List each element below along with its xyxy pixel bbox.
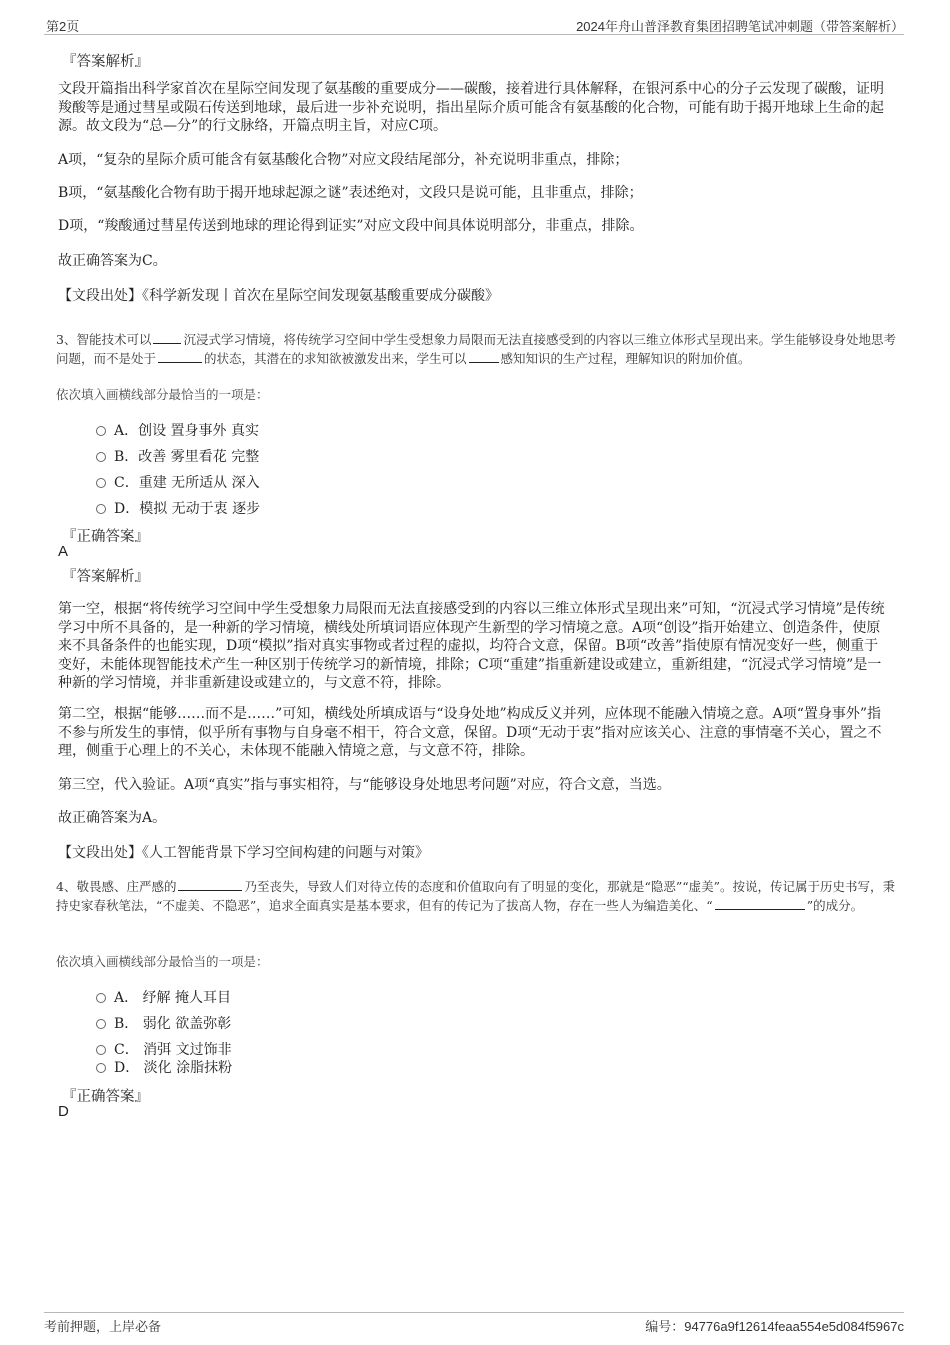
q4-option-b[interactable] <box>96 1013 231 1033</box>
q3-option-c[interactable] <box>96 472 260 492</box>
q3-analysis-tag: 『答案解析』 <box>62 569 149 585</box>
q3-option-b[interactable] <box>96 446 259 466</box>
radio-icon[interactable] <box>96 426 106 436</box>
q4-option-a[interactable] <box>96 987 231 1007</box>
radio-icon[interactable] <box>96 1063 106 1073</box>
q4-prompt: 依次填入画横线部分最恰当的一项是： <box>56 954 269 969</box>
page-header <box>44 14 904 35</box>
q3-stem <box>56 330 898 368</box>
q4-option-d[interactable] <box>96 1057 232 1077</box>
q3-analysis-paragraph-1: 第一空，根据“将传统学习空间中学生受想象力局限而无法直接感受到的内容以三维立体形式呈现出来”可知，“沉浸式学习情境”是传统学习中所不具备的，是一种新的学习情境，横线处所填词语应体现产生新型的学习情境之意。A项“创设”指开始建立、创造条件，使原来不具备条件的也能实现，D项“模拟”指对真实事物或者过程的虚拟，均符合文意，保留。B项“改善”指使原有情况变好一些，侧重于变好，未能体现智能技术产生一种区别于传统学习的新情境，排除；C项“重建”指重新建设或建立，重新组建，“沉浸式学习情境”是一种新的学习情境，并非重新建设或建立的，与文意不符，排除。 <box>58 601 885 691</box>
radio-icon[interactable] <box>96 504 106 514</box>
radio-icon[interactable] <box>96 478 106 488</box>
q4-stem-part-2: 乃至丧失，导致人们对待立传的态度和价值取向有了明显的变化，那就是“隐恶”“虚美”。按说，传记属于历史书写，秉持史家春秋笔法，“不虚美、不隐恶”，追求全面真实是基本要求，但有的传记为了拔高人物，存在一些人为编造美化、“ <box>56 879 896 913</box>
q4-option-a-label: A． 纾解 掩人耳目 <box>114 990 232 1006</box>
q3-answer-tag: 『正确答案』 <box>62 529 149 545</box>
q3-stem-part-1: 3、智能技术可以 <box>56 332 152 347</box>
page-number: 第2页 <box>46 19 80 34</box>
q2-source: 【文段出处】《科学新发现丨首次在星际空间发现氨基酸重要成分碳酸》 <box>58 288 499 304</box>
q4-blank-2 <box>715 897 805 910</box>
q3-prompt: 依次填入画横线部分最恰当的一项是： <box>56 387 269 402</box>
q4-answer-tag: 『正确答案』 <box>62 1089 149 1105</box>
q3-option-d-label: D．模拟 无动于衷 逐步 <box>114 501 261 517</box>
q4-answer: D <box>58 1103 69 1120</box>
q3-option-b-label: B．改善 雾里看花 完整 <box>114 449 260 465</box>
q3-option-d[interactable] <box>96 498 260 518</box>
q2-analysis-paragraph-1: 文段开篇指出科学家首次在星际空间发现了氨基酸的重要成分——碳酸，接着进行具体解释，在银河系中心的分子云发现了碳酸，证明羧酸等是通过彗星或陨石传送到地球，最后进一步补充说明，指出星际介质可能含有氨基酸的化合物，可能有助于揭开地球上生命的起源。故文段为“总—分”的行文脉络，开篇点明主旨，对应C项。 <box>58 81 884 134</box>
q3-stem-part-4: 感知知识的生产过程，理解知识的附加价值。 <box>500 351 751 366</box>
q4-option-c-label: C． 消弭 文过饰非 <box>114 1042 232 1058</box>
q4-stem-part-1: 4、敬畏感、庄严感的 <box>56 879 177 894</box>
q3-option-a-label: A．创设 置身事外 真实 <box>114 423 260 439</box>
q3-blank-1 <box>153 331 181 344</box>
q4-stem <box>56 877 898 915</box>
q2-analysis-paragraph-3: B项，“氨基酸化合物有助于揭开地球起源之谜”表述绝对，文段只是说可能，且非重点，排除； <box>58 185 643 201</box>
radio-icon[interactable] <box>96 1045 106 1055</box>
q3-blank-2 <box>158 350 202 363</box>
q2-analysis-paragraph-2: A项，“复杂的星际介质可能含有氨基酸化合物”对应文段结尾部分，补充说明非重点，排除； <box>58 152 629 168</box>
radio-icon[interactable] <box>96 452 106 462</box>
q4-option-d-label: D． 淡化 涂脂抹粉 <box>114 1060 233 1076</box>
q3-analysis-paragraph-3: 第三空，代入验证。A项“真实”指与事实相符，与“能够设身处地思考问题”对应，符合文意，当选。 <box>58 777 671 793</box>
q4-blank-1 <box>178 878 242 891</box>
page-footer <box>44 1312 904 1333</box>
document-title: 2024年舟山普泽教育集团招聘笔试冲刺题（带答案解析） <box>576 19 904 34</box>
radio-icon[interactable] <box>96 993 106 1003</box>
q3-option-c-label: C．重建 无所适从 深入 <box>114 475 260 491</box>
footer-slogan: 考前押题，上岸必备 <box>44 1319 162 1334</box>
q4-stem-part-3: ”的成分。 <box>806 898 864 913</box>
q3-stem-part-2: 沉浸式学习情境，将传统学习空间中学生受想象力局限而无法直接感受到的内容以三维立体形式呈现出来。学生能够设身处地思考问题，而不是处于 <box>56 332 896 366</box>
q2-analysis-paragraph-4: D项，“羧酸通过彗星传送到地球的理论得到证实”对应文段中间具体说明部分，非重点，排除。 <box>58 218 644 234</box>
q2-conclusion: 故正确答案为C。 <box>58 253 167 269</box>
q3-conclusion: 故正确答案为A。 <box>58 810 167 826</box>
q2-analysis-tag: 『答案解析』 <box>62 54 149 70</box>
q3-source: 【文段出处】《人工智能背景下学习空间构建的问题与对策》 <box>58 845 429 861</box>
q4-option-b-label: B． 弱化 欲盖弥彰 <box>114 1016 232 1032</box>
q3-blank-3 <box>469 350 499 363</box>
radio-icon[interactable] <box>96 1019 106 1029</box>
q3-stem-part-3: 的状态，其潜在的求知欲被激发出来，学生可以 <box>204 351 467 366</box>
document-code: 编号：94776a9f12614feaa554e5d084f5967c <box>645 1319 904 1334</box>
q3-answer: A <box>58 543 69 560</box>
q4-option-c[interactable] <box>96 1039 232 1059</box>
q3-analysis-paragraph-2: 第二空，根据“能够……而不是……”可知，横线处所填成语与“设身处地”构成反义并列，应体现不能融入情境之意。A项“置身事外”指不参与所发生的事情，似乎所有事物与自身毫不相干，符合文意，保留。D项“无动于衷”指对应该关心、注意的事情毫不关心，置之不理，侧重于心理上的不关心，未体现不能融入情境之意，与文意不符，排除。 <box>58 706 882 759</box>
q3-option-a[interactable] <box>96 420 259 440</box>
